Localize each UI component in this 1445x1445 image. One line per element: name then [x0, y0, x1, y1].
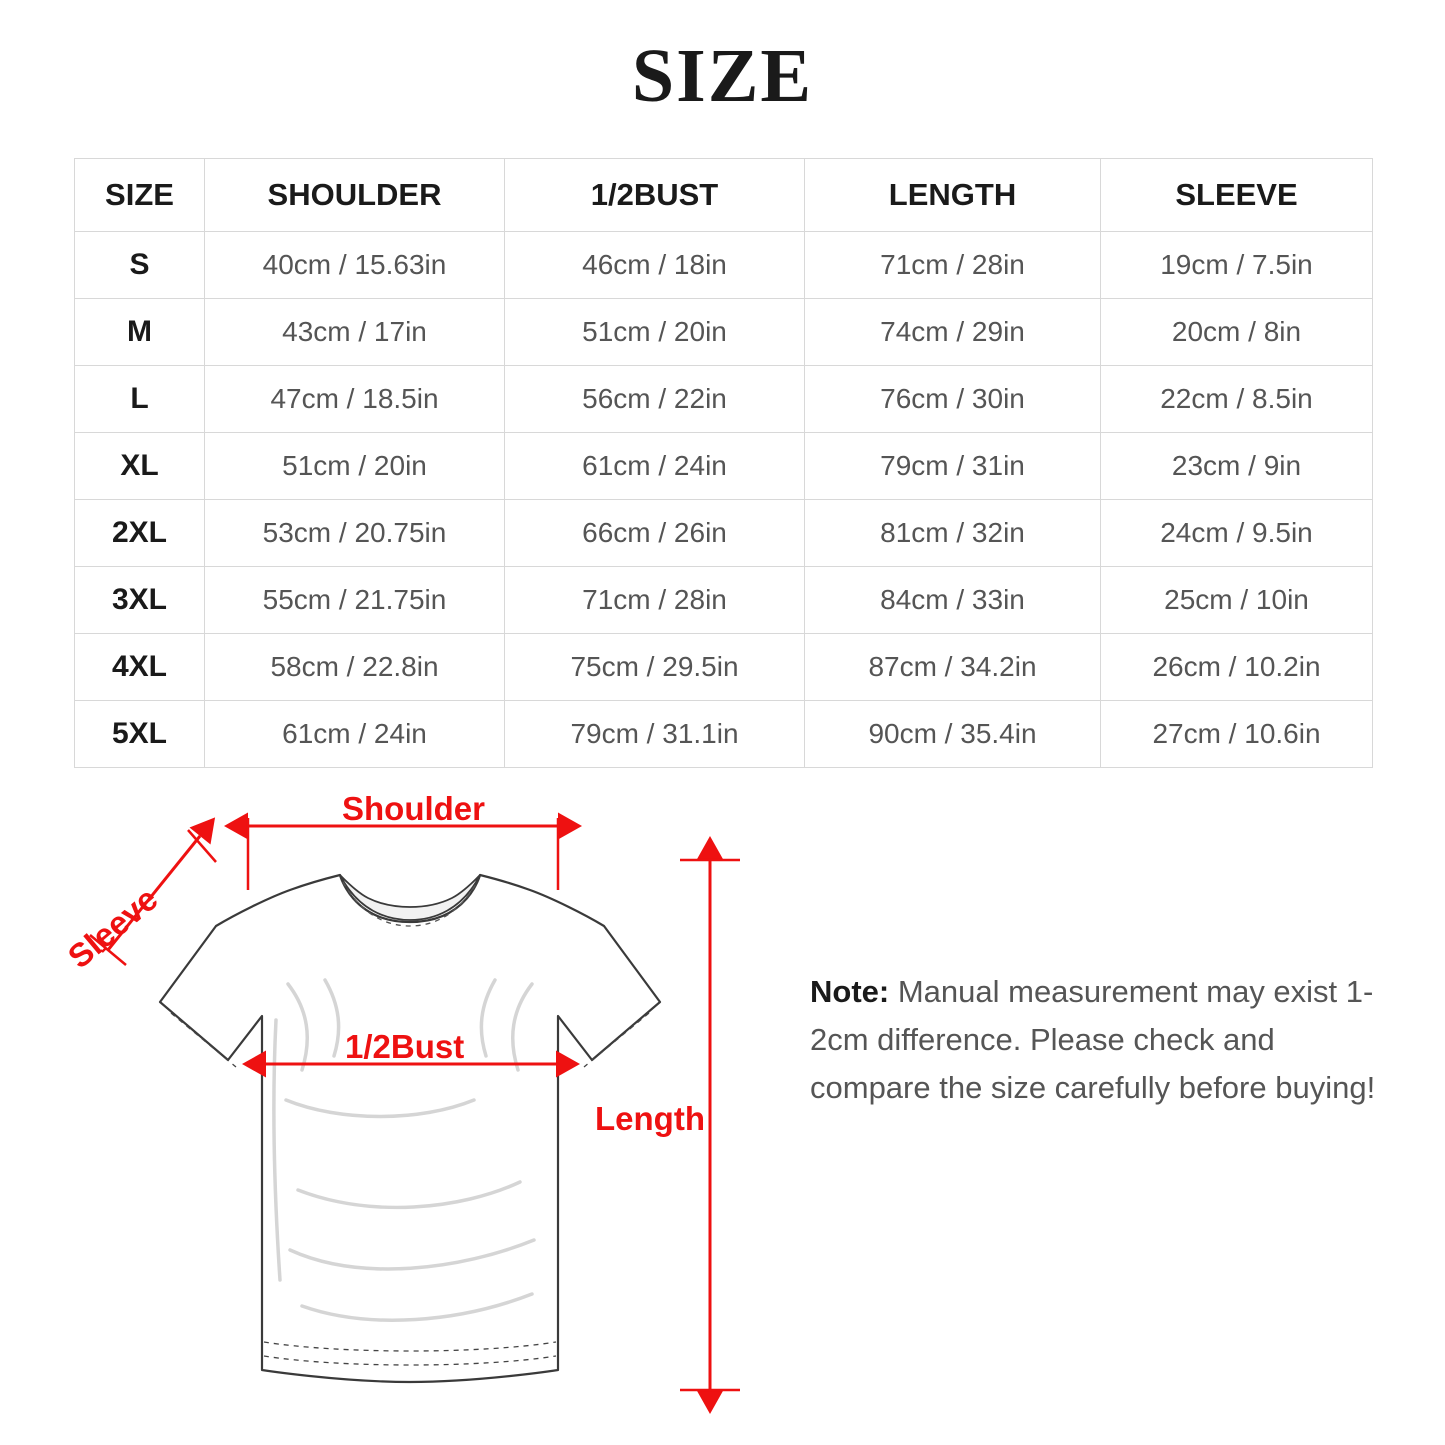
- table-row: [75, 634, 1373, 701]
- note-text: [810, 968, 1390, 1112]
- cell-shoulder: 55cm / 21.75in: [205, 567, 505, 634]
- col-header-length: LENGTH: [805, 159, 1101, 232]
- cell-size: 4XL: [75, 634, 205, 701]
- cell-size: 5XL: [75, 701, 205, 768]
- col-header-size: SIZE: [75, 159, 205, 232]
- size-table: [74, 158, 1373, 768]
- bust-label: 1/2Bust: [345, 1028, 465, 1065]
- length-dimension: [595, 860, 740, 1390]
- cell-size: M: [75, 299, 205, 366]
- cell-sleeve: 23cm / 9in: [1101, 433, 1373, 500]
- cell-bust: 46cm / 18in: [505, 232, 805, 299]
- table-row: [75, 232, 1373, 299]
- cell-sleeve: 22cm / 8.5in: [1101, 366, 1373, 433]
- cell-length: 74cm / 29in: [805, 299, 1101, 366]
- cell-shoulder: 43cm / 17in: [205, 299, 505, 366]
- cell-length: 87cm / 34.2in: [805, 634, 1101, 701]
- cell-shoulder: 61cm / 24in: [205, 701, 505, 768]
- shoulder-dimension: [248, 790, 558, 890]
- note-body: Manual measurement may exist 1-2cm difference. Please check and compare the size carefully before buying!: [810, 974, 1376, 1106]
- cell-bust: 71cm / 28in: [505, 567, 805, 634]
- cell-bust: 79cm / 31.1in: [505, 701, 805, 768]
- cell-size: 2XL: [75, 500, 205, 567]
- length-label: Length: [595, 1100, 705, 1137]
- table-row: [75, 299, 1373, 366]
- sleeve-label: Sleeve: [60, 879, 165, 976]
- cell-bust: 51cm / 20in: [505, 299, 805, 366]
- cell-sleeve: 27cm / 10.6in: [1101, 701, 1373, 768]
- cell-bust: 61cm / 24in: [505, 433, 805, 500]
- cell-sleeve: 25cm / 10in: [1101, 567, 1373, 634]
- cell-bust: 56cm / 22in: [505, 366, 805, 433]
- shoulder-label: Shoulder: [342, 790, 486, 827]
- cell-length: 79cm / 31in: [805, 433, 1101, 500]
- cell-length: 71cm / 28in: [805, 232, 1101, 299]
- cell-sleeve: 24cm / 9.5in: [1101, 500, 1373, 567]
- cell-length: 84cm / 33in: [805, 567, 1101, 634]
- col-header-bust: 1/2BUST: [505, 159, 805, 232]
- cell-size: 3XL: [75, 567, 205, 634]
- col-header-sleeve: SLEEVE: [1101, 159, 1373, 232]
- table-row: [75, 701, 1373, 768]
- cell-shoulder: 53cm / 20.75in: [205, 500, 505, 567]
- col-header-shoulder: SHOULDER: [205, 159, 505, 232]
- cell-bust: 66cm / 26in: [505, 500, 805, 567]
- cell-size: XL: [75, 433, 205, 500]
- cell-size: L: [75, 366, 205, 433]
- cell-sleeve: 26cm / 10.2in: [1101, 634, 1373, 701]
- cell-shoulder: 51cm / 20in: [205, 433, 505, 500]
- cell-size: S: [75, 232, 205, 299]
- table-row: [75, 500, 1373, 567]
- cell-length: 90cm / 35.4in: [805, 701, 1101, 768]
- table-row: [75, 366, 1373, 433]
- cell-shoulder: 40cm / 15.63in: [205, 232, 505, 299]
- note-label: Note:: [810, 974, 890, 1009]
- cell-shoulder: 47cm / 18.5in: [205, 366, 505, 433]
- table-row: [75, 433, 1373, 500]
- cell-bust: 75cm / 29.5in: [505, 634, 805, 701]
- table-header-row: [75, 159, 1373, 232]
- cell-sleeve: 20cm / 8in: [1101, 299, 1373, 366]
- cell-sleeve: 19cm / 7.5in: [1101, 232, 1373, 299]
- cell-shoulder: 58cm / 22.8in: [205, 634, 505, 701]
- sleeve-dimension: [61, 830, 216, 975]
- cell-length: 81cm / 32in: [805, 500, 1101, 567]
- cell-length: 76cm / 30in: [805, 366, 1101, 433]
- tshirt-illustration: [160, 875, 660, 1382]
- table-row: [75, 567, 1373, 634]
- tshirt-measurement-diagram: [40, 770, 800, 1430]
- page-title: SIZE: [631, 34, 814, 118]
